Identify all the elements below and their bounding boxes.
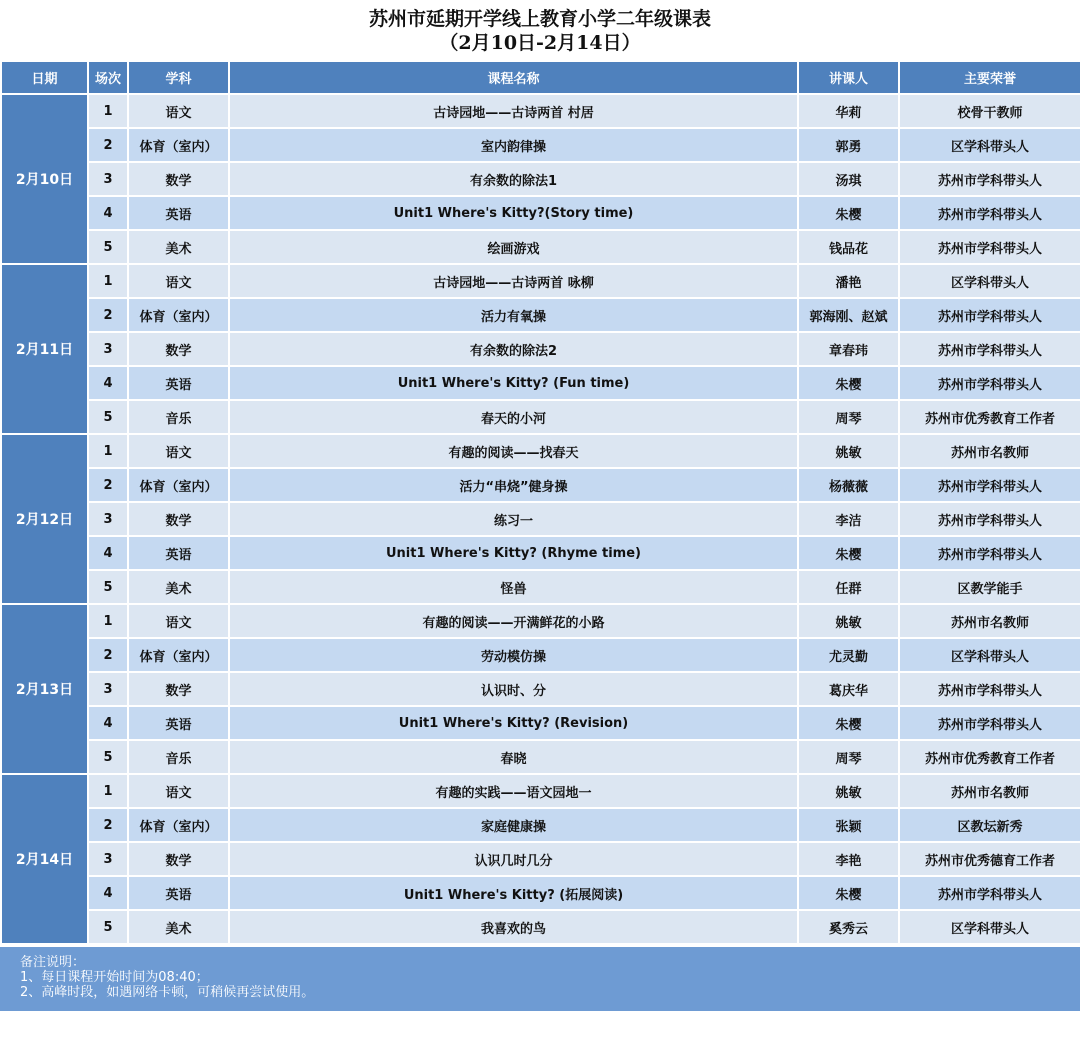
course-cell: 认识几时几分	[229, 842, 798, 876]
header-course: 课程名称	[229, 61, 798, 94]
honor-cell: 区教坛新秀	[899, 808, 1080, 842]
table-row	[1, 570, 1080, 604]
honor-cell: 苏州市学科带头人	[899, 366, 1080, 400]
table-row	[1, 910, 1080, 944]
session-cell: 2	[88, 808, 128, 842]
honor-cell: 苏州市学科带头人	[899, 468, 1080, 502]
date-cell: 2月13日	[1, 604, 88, 774]
subject-cell: 音乐	[128, 400, 229, 434]
schedule-body	[1, 94, 1080, 944]
session-cell: 4	[88, 876, 128, 910]
subject-cell: 数学	[128, 672, 229, 706]
teacher-cell: 章春玮	[798, 332, 899, 366]
table-row	[1, 672, 1080, 706]
header-date: 日期	[1, 61, 88, 94]
honor-cell: 苏州市名教师	[899, 604, 1080, 638]
session-cell: 2	[88, 638, 128, 672]
table-row	[1, 264, 1080, 298]
table-row	[1, 128, 1080, 162]
course-cell: 有趣的阅读——开满鲜花的小路	[229, 604, 798, 638]
table-row	[1, 468, 1080, 502]
subject-cell: 数学	[128, 502, 229, 536]
subject-cell: 英语	[128, 536, 229, 570]
table-row	[1, 638, 1080, 672]
session-cell: 3	[88, 502, 128, 536]
teacher-cell: 汤琪	[798, 162, 899, 196]
subject-cell: 语文	[128, 774, 229, 808]
session-cell: 3	[88, 842, 128, 876]
course-cell: 有趣的阅读——找春天	[229, 434, 798, 468]
teacher-cell: 华莉	[798, 94, 899, 128]
honor-cell: 区教学能手	[899, 570, 1080, 604]
subject-cell: 数学	[128, 162, 229, 196]
subject-cell: 美术	[128, 910, 229, 944]
teacher-cell: 潘艳	[798, 264, 899, 298]
honor-cell: 苏州市学科带头人	[899, 502, 1080, 536]
session-cell: 1	[88, 264, 128, 298]
teacher-cell: 周琴	[798, 740, 899, 774]
subject-cell: 英语	[128, 876, 229, 910]
notes-panel	[0, 947, 1080, 1011]
honor-cell: 苏州市学科带头人	[899, 298, 1080, 332]
header-session: 场次	[88, 61, 128, 94]
session-cell: 3	[88, 672, 128, 706]
table-row	[1, 366, 1080, 400]
table-row	[1, 502, 1080, 536]
course-cell: 春天的小河	[229, 400, 798, 434]
teacher-cell: 葛庆华	[798, 672, 899, 706]
session-cell: 3	[88, 332, 128, 366]
subject-cell: 语文	[128, 604, 229, 638]
honor-cell: 苏州市学科带头人	[899, 332, 1080, 366]
notes-line: 2、高峰时段，如遇网络卡顿，可稍候再尝试使用。	[20, 985, 315, 1000]
teacher-cell: 郭勇	[798, 128, 899, 162]
table-row	[1, 842, 1080, 876]
subject-cell: 语文	[128, 94, 229, 128]
teacher-cell: 李洁	[798, 502, 899, 536]
session-cell: 5	[88, 740, 128, 774]
table-row	[1, 230, 1080, 264]
session-cell: 4	[88, 196, 128, 230]
course-cell: 春晓	[229, 740, 798, 774]
session-cell: 1	[88, 434, 128, 468]
date-cell: 2月10日	[1, 94, 88, 264]
date-cell: 2月14日	[1, 774, 88, 944]
session-cell: 2	[88, 468, 128, 502]
honor-cell: 苏州市学科带头人	[899, 196, 1080, 230]
table-row	[1, 434, 1080, 468]
teacher-cell: 朱樱	[798, 196, 899, 230]
session-cell: 5	[88, 230, 128, 264]
teacher-cell: 郭海刚、赵斌	[798, 298, 899, 332]
subject-cell: 数学	[128, 842, 229, 876]
teacher-cell: 张颖	[798, 808, 899, 842]
course-cell: 认识时、分	[229, 672, 798, 706]
honor-cell: 苏州市名教师	[899, 774, 1080, 808]
teacher-cell: 杨薇薇	[798, 468, 899, 502]
subject-cell: 英语	[128, 196, 229, 230]
table-row	[1, 808, 1080, 842]
header-honor: 主要荣誉	[899, 61, 1080, 94]
teacher-cell: 尤灵勤	[798, 638, 899, 672]
table-row	[1, 876, 1080, 910]
course-cell: 室内韵律操	[229, 128, 798, 162]
teacher-cell: 任群	[798, 570, 899, 604]
teacher-cell: 朱樱	[798, 876, 899, 910]
session-cell: 4	[88, 706, 128, 740]
table-header-row	[1, 61, 1080, 94]
course-cell: Unit1 Where's Kitty? (拓展阅读)	[229, 876, 798, 910]
course-cell: 练习一	[229, 502, 798, 536]
session-cell: 5	[88, 400, 128, 434]
session-cell: 1	[88, 94, 128, 128]
subject-cell: 数学	[128, 332, 229, 366]
course-cell: 活力有氧操	[229, 298, 798, 332]
subject-cell: 英语	[128, 366, 229, 400]
table-row	[1, 298, 1080, 332]
course-cell: 有余数的除法1	[229, 162, 798, 196]
subject-cell: 语文	[128, 434, 229, 468]
honor-cell: 苏州市学科带头人	[899, 536, 1080, 570]
table-row	[1, 400, 1080, 434]
teacher-cell: 朱樱	[798, 706, 899, 740]
honor-cell: 苏州市学科带头人	[899, 876, 1080, 910]
session-cell: 1	[88, 774, 128, 808]
course-cell: 绘画游戏	[229, 230, 798, 264]
teacher-cell: 朱樱	[798, 366, 899, 400]
page-title	[0, 0, 1080, 60]
honor-cell: 苏州市学科带头人	[899, 672, 1080, 706]
honor-cell: 区学科带头人	[899, 264, 1080, 298]
course-cell: 劳动模仿操	[229, 638, 798, 672]
course-cell: 有余数的除法2	[229, 332, 798, 366]
notes-heading: 备注说明：	[20, 955, 86, 970]
teacher-cell: 李艳	[798, 842, 899, 876]
session-cell: 2	[88, 128, 128, 162]
course-cell: 怪兽	[229, 570, 798, 604]
teacher-cell: 奚秀云	[798, 910, 899, 944]
date-cell: 2月12日	[1, 434, 88, 604]
subject-cell: 体育（室内）	[128, 298, 229, 332]
table-row	[1, 94, 1080, 128]
honor-cell: 苏州市学科带头人	[899, 162, 1080, 196]
course-cell: Unit1 Where's Kitty? (Fun time)	[229, 366, 798, 400]
subject-cell: 英语	[128, 706, 229, 740]
subject-cell: 音乐	[128, 740, 229, 774]
title-date-range: （2月10日-2月14日）	[439, 32, 641, 54]
subject-cell: 体育（室内）	[128, 638, 229, 672]
header-subject: 学科	[128, 61, 229, 94]
honor-cell: 苏州市优秀教育工作者	[899, 740, 1080, 774]
teacher-cell: 朱樱	[798, 536, 899, 570]
course-cell: 古诗园地——古诗两首 村居	[229, 94, 798, 128]
date-cell: 2月11日	[1, 264, 88, 434]
honor-cell: 区学科带头人	[899, 638, 1080, 672]
table-row	[1, 162, 1080, 196]
session-cell: 2	[88, 298, 128, 332]
session-cell: 4	[88, 366, 128, 400]
subject-cell: 体育（室内）	[128, 128, 229, 162]
table-row	[1, 196, 1080, 230]
table-row	[1, 740, 1080, 774]
honor-cell: 苏州市名教师	[899, 434, 1080, 468]
table-row	[1, 774, 1080, 808]
teacher-cell: 姚敏	[798, 434, 899, 468]
course-cell: 家庭健康操	[229, 808, 798, 842]
table-row	[1, 706, 1080, 740]
honor-cell: 区学科带头人	[899, 910, 1080, 944]
course-cell: 我喜欢的鸟	[229, 910, 798, 944]
course-cell: Unit1 Where's Kitty?(Story time)	[229, 196, 798, 230]
table-row	[1, 536, 1080, 570]
course-cell: 古诗园地——古诗两首 咏柳	[229, 264, 798, 298]
course-cell: Unit1 Where's Kitty? (Revision)	[229, 706, 798, 740]
subject-cell: 语文	[128, 264, 229, 298]
title-main: 苏州市延期开学线上教育小学二年级课表	[368, 8, 711, 30]
honor-cell: 校骨干教师	[899, 94, 1080, 128]
header-teacher: 讲课人	[798, 61, 899, 94]
teacher-cell: 姚敏	[798, 604, 899, 638]
schedule-table	[0, 60, 1080, 945]
notes-line: 1、每日课程开始时间为08:40；	[20, 970, 209, 985]
subject-cell: 美术	[128, 230, 229, 264]
session-cell: 4	[88, 536, 128, 570]
session-cell: 1	[88, 604, 128, 638]
honor-cell: 苏州市优秀教育工作者	[899, 400, 1080, 434]
honor-cell: 苏州市学科带头人	[899, 230, 1080, 264]
table-row	[1, 332, 1080, 366]
honor-cell: 苏州市学科带头人	[899, 706, 1080, 740]
teacher-cell: 钱品花	[798, 230, 899, 264]
subject-cell: 体育（室内）	[128, 468, 229, 502]
session-cell: 5	[88, 910, 128, 944]
session-cell: 3	[88, 162, 128, 196]
session-cell: 5	[88, 570, 128, 604]
honor-cell: 苏州市优秀德育工作者	[899, 842, 1080, 876]
course-cell: Unit1 Where's Kitty? (Rhyme time)	[229, 536, 798, 570]
honor-cell: 区学科带头人	[899, 128, 1080, 162]
subject-cell: 体育（室内）	[128, 808, 229, 842]
course-cell: 有趣的实践——语文园地一	[229, 774, 798, 808]
subject-cell: 美术	[128, 570, 229, 604]
course-cell: 活力“串烧”健身操	[229, 468, 798, 502]
teacher-cell: 姚敏	[798, 774, 899, 808]
teacher-cell: 周琴	[798, 400, 899, 434]
table-row	[1, 604, 1080, 638]
